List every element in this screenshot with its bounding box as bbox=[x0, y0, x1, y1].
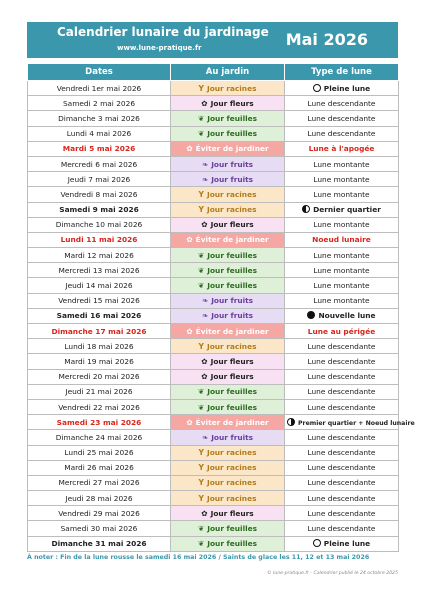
moon-type-label: Lune descendante bbox=[307, 98, 376, 108]
jardin-label: Jour racines bbox=[206, 493, 257, 503]
table-row bbox=[28, 248, 399, 263]
date-cell: Lundi 4 mai 2026 bbox=[28, 126, 171, 141]
leaf-icon: ❦ bbox=[197, 387, 205, 397]
moon-type-label: Lune descendante bbox=[307, 129, 376, 139]
note-text: À noter : Fin de la lune rousse le samedi 16 mai 2026 / Saints de glace les 11, 12 et 13 mai 2026 bbox=[27, 554, 370, 561]
jardin-label: Éviter de jardiner bbox=[195, 235, 269, 245]
table-row bbox=[28, 187, 399, 202]
moon-type-cell bbox=[285, 126, 399, 141]
jardin-cell bbox=[171, 111, 285, 126]
table-row bbox=[28, 536, 399, 551]
table-row bbox=[28, 96, 399, 111]
jardin-label: Jour fleurs bbox=[210, 372, 254, 382]
jardin-cell bbox=[171, 445, 285, 460]
moon-type-label: Lune descendante bbox=[307, 402, 376, 412]
moon-type-label: Lune descendante bbox=[307, 387, 376, 397]
date-cell: Mercredi 27 mai 2026 bbox=[28, 475, 171, 490]
jardin-cell bbox=[171, 324, 285, 339]
jardin-cell bbox=[171, 81, 285, 96]
jardin-cell bbox=[171, 141, 285, 156]
jardin-label: Jour fruits bbox=[211, 432, 254, 442]
jardin-label: Jour racines bbox=[206, 478, 257, 488]
jardin-label: Jour feuilles bbox=[207, 250, 258, 260]
moon-type-cell bbox=[285, 339, 399, 354]
moon-type-label: Lune à l'apogée bbox=[308, 144, 375, 154]
table-row bbox=[28, 491, 399, 506]
moon-type-cell bbox=[285, 217, 399, 232]
jardin-label: Jour fruits bbox=[211, 311, 254, 321]
table-body bbox=[28, 81, 415, 552]
jardin-cell bbox=[171, 156, 285, 171]
jardin-label: Jour fleurs bbox=[210, 220, 254, 230]
jardin-label: Éviter de jardiner bbox=[195, 417, 269, 427]
date-cell: Dimanche 24 mai 2026 bbox=[28, 430, 171, 445]
moon-type-label: Lune descendante bbox=[307, 448, 376, 458]
moon-type-label: Pleine lune bbox=[323, 539, 371, 549]
date-cell: Mercredi 6 mai 2026 bbox=[28, 156, 171, 171]
jardin-label: Jour feuilles bbox=[207, 387, 258, 397]
moon-type-label: Pleine lune bbox=[323, 83, 371, 93]
calendar-header bbox=[27, 22, 398, 58]
lunar-calendar-table bbox=[27, 63, 415, 552]
last-quarter-icon bbox=[302, 205, 310, 213]
date-cell: Samedi 2 mai 2026 bbox=[28, 96, 171, 111]
table-row bbox=[28, 293, 399, 308]
jardin-cell bbox=[171, 96, 285, 111]
moon-type-cell bbox=[285, 445, 399, 460]
moon-type-label: Lune descendante bbox=[307, 463, 376, 473]
moon-type-label: Nouvelle lune bbox=[318, 311, 376, 321]
moon-type-label: Lune descendante bbox=[307, 341, 376, 351]
jardin-cell bbox=[171, 506, 285, 521]
column-header-lune: Type de lune bbox=[285, 64, 399, 81]
date-cell: Jeudi 7 mai 2026 bbox=[28, 172, 171, 187]
leaf-icon: ❦ bbox=[197, 265, 205, 275]
table-row bbox=[28, 369, 399, 384]
moon-type-cell bbox=[285, 460, 399, 475]
table-row bbox=[28, 354, 399, 369]
flower-icon: ✿ bbox=[201, 98, 208, 108]
jardin-label: Jour racines bbox=[206, 341, 257, 351]
jardin-cell bbox=[171, 187, 285, 202]
table-row bbox=[28, 172, 399, 187]
full-moon-icon bbox=[313, 539, 321, 547]
table-row bbox=[28, 445, 399, 460]
moon-type-label: Lune montante bbox=[313, 174, 370, 184]
moon-type-label: Lune montante bbox=[313, 159, 370, 169]
date-cell: Lundi 18 mai 2026 bbox=[28, 339, 171, 354]
leaf-icon: ❦ bbox=[197, 539, 205, 549]
date-cell: Mardi 5 mai 2026 bbox=[28, 141, 171, 156]
jardin-cell bbox=[171, 248, 285, 263]
table-row bbox=[28, 141, 399, 156]
root-icon: Y bbox=[198, 493, 204, 503]
moon-type-cell bbox=[285, 369, 399, 384]
date-cell: Vendredi 8 mai 2026 bbox=[28, 187, 171, 202]
date-cell: Dimanche 10 mai 2026 bbox=[28, 217, 171, 232]
root-icon: Y bbox=[198, 463, 204, 473]
moon-type-label: Lune montante bbox=[313, 296, 370, 306]
first-quarter-icon bbox=[287, 418, 295, 426]
leaf-icon: ❦ bbox=[197, 524, 205, 534]
moon-type-cell bbox=[285, 263, 399, 278]
date-cell: Vendredi 22 mai 2026 bbox=[28, 399, 171, 414]
table-row bbox=[28, 156, 399, 171]
jardin-label: Éviter de jardiner bbox=[195, 144, 269, 154]
table-row bbox=[28, 339, 399, 354]
date-cell: Samedi 23 mai 2026 bbox=[28, 415, 171, 430]
jardin-label: Jour racines bbox=[206, 189, 257, 199]
column-header-jardin: Au jardin bbox=[171, 64, 285, 81]
date-cell: Dimanche 17 mai 2026 bbox=[28, 324, 171, 339]
fruit-icon: ❧ bbox=[201, 174, 209, 184]
moon-type-label: Lune montante bbox=[313, 189, 370, 199]
table-row bbox=[28, 217, 399, 232]
table-row bbox=[28, 324, 399, 339]
date-cell: Jeudi 21 mai 2026 bbox=[28, 384, 171, 399]
full-moon-icon bbox=[313, 84, 321, 92]
fruit-icon: ❧ bbox=[201, 159, 209, 169]
date-cell: Mardi 26 mai 2026 bbox=[28, 460, 171, 475]
date-cell: Samedi 30 mai 2026 bbox=[28, 521, 171, 536]
jardin-cell bbox=[171, 536, 285, 551]
leaf-icon: ❦ bbox=[197, 129, 205, 139]
moon-type-cell bbox=[285, 202, 399, 217]
moon-type-cell bbox=[285, 81, 399, 96]
site-url: www.lune-pratique.fr bbox=[117, 44, 202, 52]
jardin-label: Jour racines bbox=[206, 205, 257, 215]
table-row bbox=[28, 384, 399, 399]
jardin-label: Jour fleurs bbox=[210, 98, 254, 108]
moon-type-cell bbox=[285, 415, 415, 430]
jardin-label: Jour fruits bbox=[211, 174, 254, 184]
moon-type-cell bbox=[285, 430, 399, 445]
moon-type-cell bbox=[285, 232, 399, 247]
jardin-cell bbox=[171, 263, 285, 278]
jardin-cell bbox=[171, 308, 285, 323]
month-title: Mai 2026 bbox=[285, 30, 368, 49]
warning-icon: ✿ bbox=[186, 144, 193, 154]
moon-type-cell bbox=[285, 248, 399, 263]
date-cell: Vendredi 15 mai 2026 bbox=[28, 293, 171, 308]
jardin-label: Jour feuilles bbox=[207, 402, 258, 412]
jardin-label: Jour feuilles bbox=[207, 265, 258, 275]
root-icon: Y bbox=[198, 341, 204, 351]
date-cell: Samedi 16 mai 2026 bbox=[28, 308, 171, 323]
table-row bbox=[28, 475, 399, 490]
date-cell: Mercredi 13 mai 2026 bbox=[28, 263, 171, 278]
warning-icon: ✿ bbox=[186, 326, 193, 336]
moon-type-label: Lune descendante bbox=[307, 356, 376, 366]
flower-icon: ✿ bbox=[201, 508, 208, 518]
moon-type-cell bbox=[285, 111, 399, 126]
jardin-label: Éviter de jardiner bbox=[195, 326, 269, 336]
jardin-label: Jour fruits bbox=[211, 159, 254, 169]
date-cell: Lundi 25 mai 2026 bbox=[28, 445, 171, 460]
root-icon: Y bbox=[198, 83, 204, 93]
warning-icon: ✿ bbox=[186, 417, 193, 427]
flower-icon: ✿ bbox=[201, 372, 208, 382]
table-row bbox=[28, 81, 399, 96]
table-row bbox=[28, 278, 399, 293]
moon-type-cell bbox=[285, 324, 399, 339]
flower-icon: ✿ bbox=[201, 220, 208, 230]
page-title: Calendrier lunaire du jardinage bbox=[57, 25, 269, 39]
jardin-cell bbox=[171, 172, 285, 187]
moon-type-cell bbox=[285, 187, 399, 202]
moon-type-label: Lune descendante bbox=[307, 493, 376, 503]
jardin-cell bbox=[171, 369, 285, 384]
jardin-label: Jour racines bbox=[206, 448, 257, 458]
date-cell: Vendredi 29 mai 2026 bbox=[28, 506, 171, 521]
table-row bbox=[28, 521, 399, 536]
jardin-label: Jour feuilles bbox=[207, 524, 258, 534]
moon-type-label: Premier quartier + Noeud lunaire bbox=[298, 419, 415, 427]
jardin-cell bbox=[171, 202, 285, 217]
date-cell: Mardi 12 mai 2026 bbox=[28, 248, 171, 263]
leaf-icon: ❦ bbox=[197, 113, 205, 123]
jardin-cell bbox=[171, 126, 285, 141]
date-cell: Vendredi 1er mai 2026 bbox=[28, 81, 171, 96]
jardin-cell bbox=[171, 339, 285, 354]
table-row bbox=[28, 111, 399, 126]
jardin-cell bbox=[171, 217, 285, 232]
moon-type-cell bbox=[285, 521, 399, 536]
jardin-cell bbox=[171, 399, 285, 414]
moon-type-cell bbox=[285, 354, 399, 369]
moon-type-label: Lune descendante bbox=[307, 432, 376, 442]
flower-icon: ✿ bbox=[201, 356, 208, 366]
jardin-cell bbox=[171, 384, 285, 399]
moon-type-cell bbox=[285, 384, 399, 399]
jardin-label: Jour racines bbox=[206, 463, 257, 473]
date-cell: Jeudi 28 mai 2026 bbox=[28, 491, 171, 506]
table-row bbox=[28, 263, 399, 278]
moon-type-cell bbox=[285, 506, 399, 521]
new-moon-icon bbox=[307, 311, 315, 319]
jardin-label: Jour feuilles bbox=[207, 281, 258, 291]
moon-type-cell bbox=[285, 399, 399, 414]
moon-type-label: Lune descendante bbox=[307, 372, 376, 382]
jardin-cell bbox=[171, 475, 285, 490]
warning-icon: ✿ bbox=[186, 235, 193, 245]
root-icon: Y bbox=[198, 205, 204, 215]
jardin-label: Jour fleurs bbox=[210, 508, 254, 518]
jardin-cell bbox=[171, 278, 285, 293]
leaf-icon: ❦ bbox=[197, 250, 205, 260]
jardin-label: Jour feuilles bbox=[207, 113, 258, 123]
table-row bbox=[28, 202, 399, 217]
moon-type-cell bbox=[285, 156, 399, 171]
moon-type-label: Lune montante bbox=[313, 250, 370, 260]
jardin-cell bbox=[171, 354, 285, 369]
date-cell: Dimanche 31 mai 2026 bbox=[28, 536, 171, 551]
leaf-icon: ❦ bbox=[197, 402, 205, 412]
fruit-icon: ❧ bbox=[201, 311, 209, 321]
date-cell: Mardi 19 mai 2026 bbox=[28, 354, 171, 369]
fruit-icon: ❧ bbox=[201, 432, 209, 442]
moon-type-label: Dernier quartier bbox=[313, 205, 381, 215]
moon-type-cell bbox=[285, 308, 399, 323]
moon-type-cell bbox=[285, 293, 399, 308]
jardin-label: Jour fleurs bbox=[210, 356, 254, 366]
table-row bbox=[28, 506, 399, 521]
root-icon: Y bbox=[198, 189, 204, 199]
moon-type-cell bbox=[285, 475, 399, 490]
moon-type-label: Lune montante bbox=[313, 220, 370, 230]
table-header-row bbox=[28, 64, 399, 81]
moon-type-label: Lune descendante bbox=[307, 113, 376, 123]
jardin-cell bbox=[171, 430, 285, 445]
date-cell: Jeudi 14 mai 2026 bbox=[28, 278, 171, 293]
moon-type-cell bbox=[285, 172, 399, 187]
moon-type-cell bbox=[285, 278, 399, 293]
moon-type-cell bbox=[285, 491, 399, 506]
moon-type-label: Lune montante bbox=[313, 265, 370, 275]
moon-type-label: Lune descendante bbox=[307, 524, 376, 534]
moon-type-label: Lune descendante bbox=[307, 478, 376, 488]
jardin-cell bbox=[171, 460, 285, 475]
moon-type-label: Lune au périgée bbox=[307, 326, 376, 336]
date-cell: Mercredi 20 mai 2026 bbox=[28, 369, 171, 384]
table-row bbox=[28, 126, 399, 141]
column-header-dates: Dates bbox=[28, 64, 171, 81]
table-row bbox=[28, 399, 399, 414]
leaf-icon: ❦ bbox=[197, 281, 205, 291]
jardin-cell bbox=[171, 491, 285, 506]
date-cell: Samedi 9 mai 2026 bbox=[28, 202, 171, 217]
table-row bbox=[28, 415, 399, 430]
jardin-label: Jour feuilles bbox=[207, 129, 258, 139]
date-cell: Dimanche 3 mai 2026 bbox=[28, 111, 171, 126]
table-row bbox=[28, 308, 399, 323]
moon-type-label: Lune descendante bbox=[307, 508, 376, 518]
jardin-label: Jour feuilles bbox=[207, 539, 258, 549]
jardin-label: Jour racines bbox=[206, 83, 257, 93]
jardin-cell bbox=[171, 293, 285, 308]
table-row bbox=[28, 430, 399, 445]
footer-credit: © lune-pratique.fr - Calendrier publié le 24 octobre 2025 bbox=[266, 571, 398, 576]
table-row bbox=[28, 460, 399, 475]
jardin-label: Jour fruits bbox=[211, 296, 254, 306]
root-icon: Y bbox=[198, 448, 204, 458]
moon-type-cell bbox=[285, 96, 399, 111]
fruit-icon: ❧ bbox=[201, 296, 209, 306]
date-cell: Lundi 11 mai 2026 bbox=[28, 232, 171, 247]
moon-type-cell bbox=[285, 141, 399, 156]
moon-type-label: Lune montante bbox=[313, 281, 370, 291]
moon-type-label: Noeud lunaire bbox=[312, 235, 371, 245]
jardin-cell bbox=[171, 415, 285, 430]
root-icon: Y bbox=[198, 478, 204, 488]
table-row bbox=[28, 232, 399, 247]
moon-type-cell bbox=[285, 536, 399, 551]
jardin-cell bbox=[171, 521, 285, 536]
jardin-cell bbox=[171, 232, 285, 247]
